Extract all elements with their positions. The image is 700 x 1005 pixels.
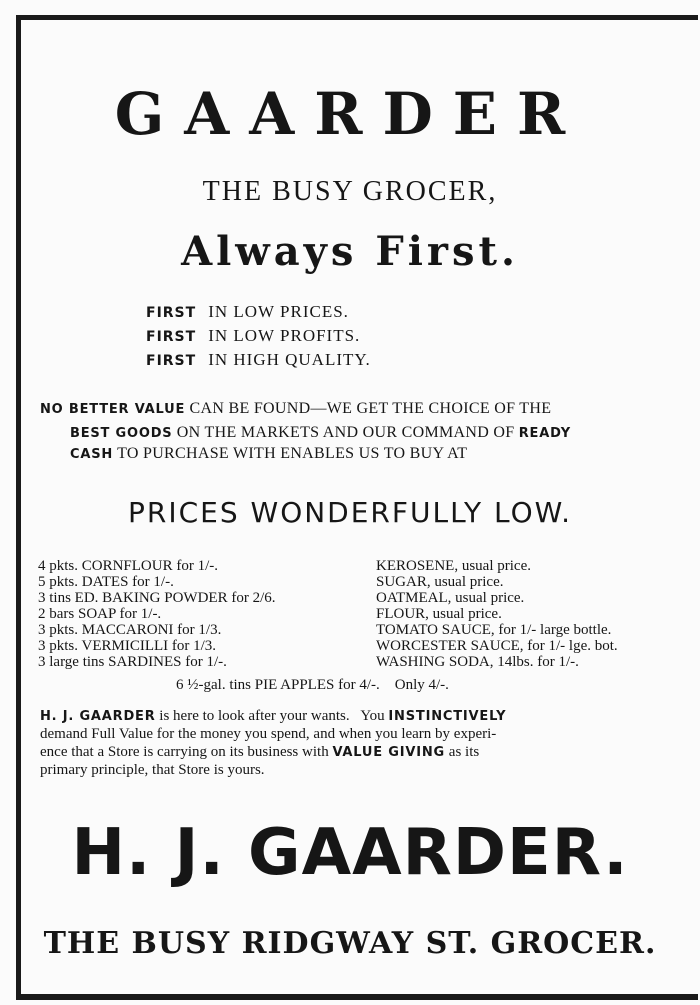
first-text: IN LOW PROFITS.: [208, 326, 361, 345]
closing-bold: VALUE GIVING: [332, 745, 446, 760]
value-bold: READY: [518, 426, 571, 441]
price-item: 3 pkts. MACCARONI for 1/3.: [38, 622, 222, 638]
closing-line: demand Full Value for the money you spend, and when you learn by experi-: [40, 726, 497, 742]
first-text: IN LOW PRICES.: [208, 302, 349, 321]
store-subtitle: THE BUSY GROCER,: [202, 176, 498, 207]
value-text: TO PURCHASE WITH ENABLES US TO BUY AT: [117, 445, 468, 462]
value-text: CAN BE FOUND—WE GET THE CHOICE OF THE: [189, 400, 552, 417]
price-item: WASHING SODA, 14lbs. for 1/-.: [376, 654, 579, 670]
value-bold: CASH: [70, 447, 114, 462]
price-item: KEROSENE, usual price.: [376, 558, 531, 574]
first-line: [146, 326, 360, 346]
value-bold: BEST GOODS: [70, 426, 173, 441]
prices-headline: PRICES WONDERFULLY LOW.: [128, 496, 572, 529]
closing-text: as its: [448, 744, 480, 760]
price-item: 2 bars SOAP for 1/-.: [38, 606, 162, 622]
closing-text: is here to look after your wants. You: [159, 708, 385, 724]
closing-line: [40, 744, 479, 761]
price-item: WORCESTER SAUCE, for 1/- lge. bot.: [376, 638, 618, 654]
closing-bold: INSTINCTIVELY: [388, 709, 507, 724]
value-para-line: [40, 400, 551, 418]
first-lead: FIRST: [146, 329, 197, 345]
first-lead: FIRST: [146, 305, 197, 321]
first-line: [146, 302, 349, 322]
closing-line: [40, 708, 506, 725]
footer-tagline: THE BUSY RIDGWAY ST. GROCER.: [43, 926, 657, 961]
special-offer: 6 ½-gal. tins PIE APPLES for 4/-. Only 4/-.: [176, 677, 449, 693]
first-text: IN HIGH QUALITY.: [208, 350, 371, 369]
closing-line: primary principle, that Store is yours.: [40, 762, 265, 778]
footer-store-name: H. J. GAARDER.: [71, 816, 629, 890]
value-text: ON THE MARKETS AND OUR COMMAND OF: [176, 424, 515, 441]
slogan: Always First.: [181, 228, 519, 275]
price-item: 4 pkts. CORNFLOUR for 1/-.: [38, 558, 219, 574]
price-item: OATMEAL, usual price.: [376, 590, 525, 606]
price-item: 3 tins ED. BAKING POWDER for 2/6.: [38, 590, 276, 606]
store-title: GAARDER: [114, 80, 586, 148]
value-para-line: [70, 445, 467, 463]
first-lead: FIRST: [146, 353, 197, 369]
price-item: SUGAR, usual price.: [376, 574, 504, 590]
top-rule: [16, 15, 698, 20]
price-item: 3 pkts. VERMICILLI for 1/3.: [38, 638, 217, 654]
price-item: 3 large tins SARDINES for 1/-.: [38, 654, 227, 670]
first-line: [146, 350, 371, 370]
price-item: 5 pkts. DATES for 1/-.: [38, 574, 174, 590]
value-para-line: [70, 424, 571, 442]
value-bold: NO BETTER VALUE: [40, 402, 186, 417]
closing-text: ence that a Store is carrying on its business with: [40, 744, 329, 760]
price-item: TOMATO SAUCE, for 1/- large bottle.: [376, 622, 612, 638]
closing-bold: H. J. GAARDER: [40, 709, 156, 724]
bottom-rule: [16, 994, 698, 1000]
price-item: FLOUR, usual price.: [376, 606, 502, 622]
